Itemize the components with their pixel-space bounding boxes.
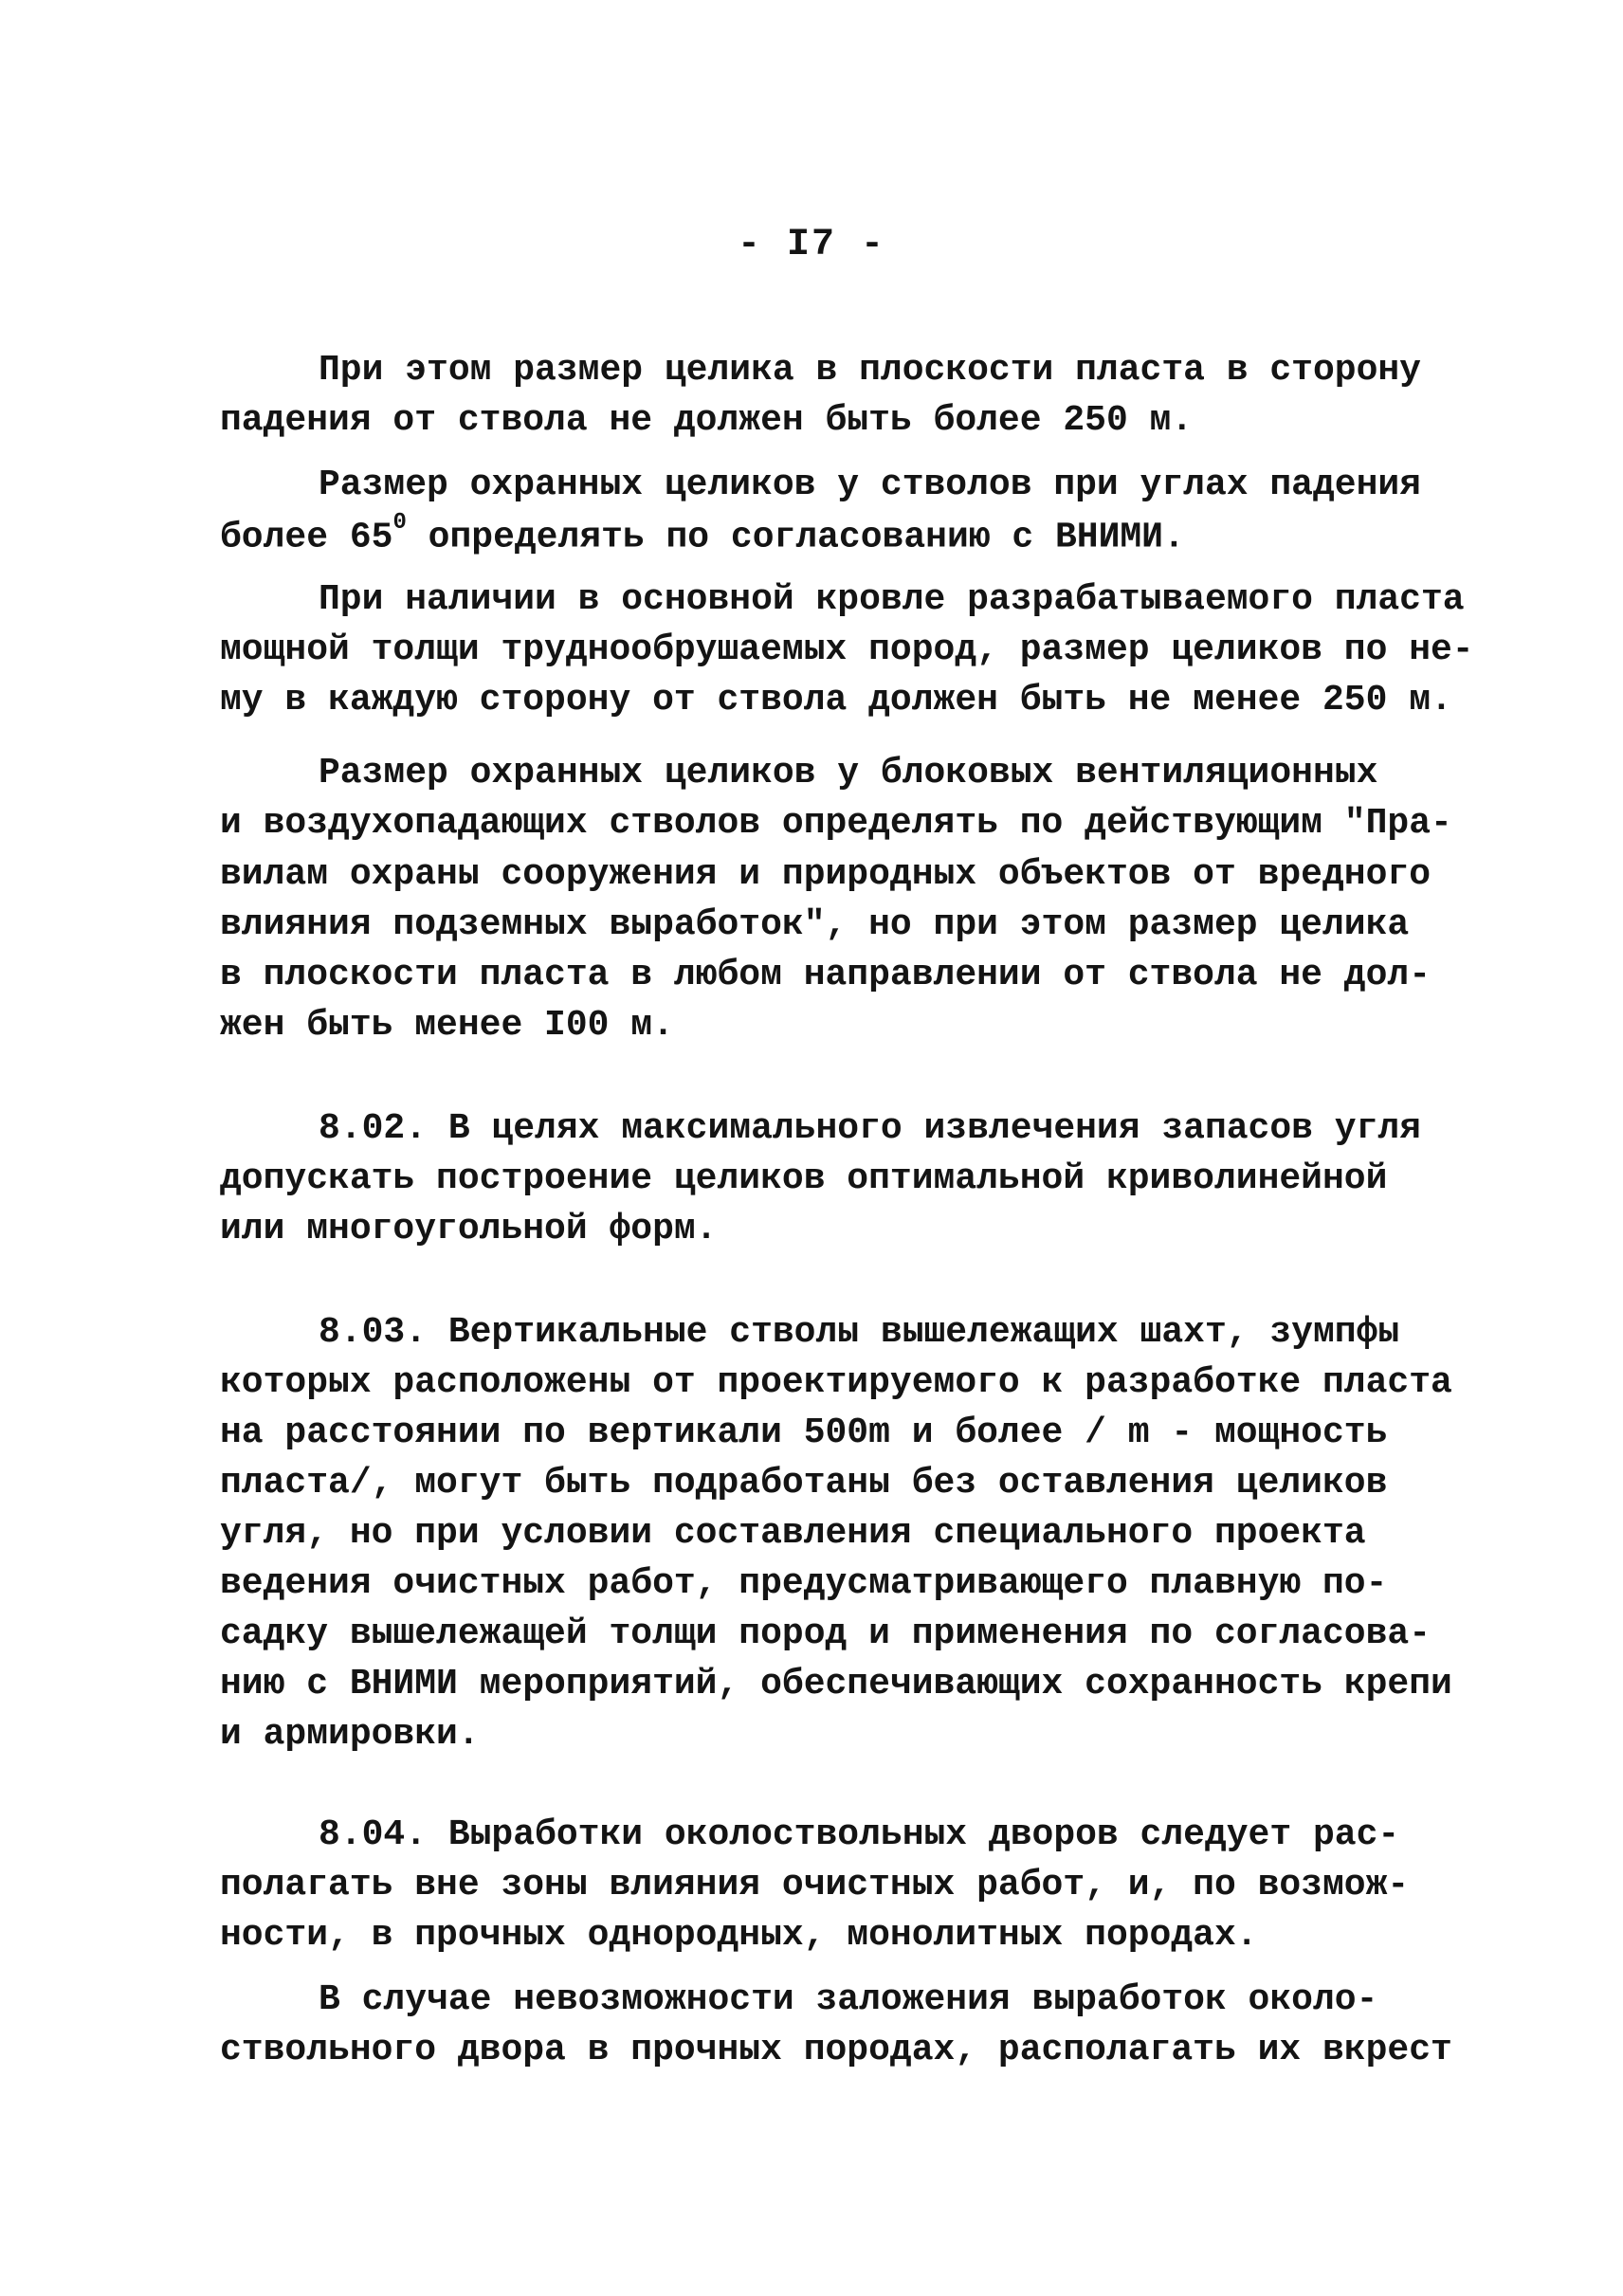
text-line: 8.02. В целях максимального извлечения запасов угля bbox=[319, 1108, 1421, 1149]
text-line: нию с ВНИМИ мероприятий, обеспечивающих сохранность крепи bbox=[220, 1664, 1452, 1704]
text-line: и воздухопадающих стволов определять по действующим "Пра- bbox=[220, 803, 1452, 844]
text-line bbox=[220, 510, 1185, 558]
superscript-degree: 0 bbox=[392, 510, 407, 536]
text-line: полагать вне зоны влияния очистных работ, и, по возмож- bbox=[220, 1865, 1410, 1905]
text-line: В случае невозможности заложения выработок околo- bbox=[319, 1979, 1378, 2020]
text-line: жен быть менее I00 м. bbox=[220, 1005, 674, 1046]
text-line: При наличии в основной кровле разрабатываемого пласта bbox=[319, 579, 1465, 620]
text-line: му в каждую сторону от ствола должен быть не менее 250 м. bbox=[220, 680, 1452, 720]
text-line: 8.04. Выработки околоствольных дворов следует рас- bbox=[319, 1814, 1400, 1855]
text-line: которых расположены от проектируемого к разработке пласта bbox=[220, 1362, 1452, 1403]
text-fragment: более 65 bbox=[220, 517, 393, 558]
text-line: ведения очистных работ, предусматривающего плавную по- bbox=[220, 1563, 1388, 1604]
text-line: падения от ствола не должен быть более 250 м. bbox=[220, 400, 1194, 441]
text-line: мощной толщи труднообрушаемых пород, размер целиков по не- bbox=[220, 629, 1474, 670]
text-line: пласта/, могут быть подработаны без оставления целиков bbox=[220, 1463, 1388, 1503]
text-line: ствольного двора в прочных породах, располагать их вкрест bbox=[220, 2030, 1452, 2070]
page-number: - I7 - bbox=[737, 224, 886, 266]
text-line: допускать построение целиков оптимальной криволинейной bbox=[220, 1158, 1388, 1199]
text-line: на расстоянии по вертикали 500m и более / m - мощность bbox=[220, 1412, 1388, 1453]
text-line: угля, но при условии составления специального проекта bbox=[220, 1513, 1366, 1554]
text-line: Размер охранных целиков у блоковых вентиляционных bbox=[319, 753, 1378, 793]
text-line: Размер охранных целиков у стволов при углах падения bbox=[319, 465, 1421, 505]
text-line: 8.03. Вертикальные стволы вышележащих шахт, зумпфы bbox=[319, 1312, 1400, 1353]
text-fragment: определять по согласованию с ВНИМИ. bbox=[428, 517, 1185, 558]
text-line: и армировки. bbox=[220, 1714, 480, 1755]
text-line: или многоугольной форм. bbox=[220, 1209, 718, 1249]
text-line: в плоскости пласта в любом направлении от ствола не дол- bbox=[220, 955, 1432, 995]
text-line: ности, в прочных однородных, монолитных породах. bbox=[220, 1915, 1258, 1956]
text-line: влияния подземных выработок", но при этом размер целика bbox=[220, 904, 1410, 945]
text-line: При этом размер целика в плоскости пласта в сторону bbox=[319, 350, 1421, 391]
text-line: садку вышележащей толщи пород и применения по согласова- bbox=[220, 1613, 1432, 1654]
text-line: вилам охраны сооружения и природных объектов от вредного bbox=[220, 854, 1432, 895]
